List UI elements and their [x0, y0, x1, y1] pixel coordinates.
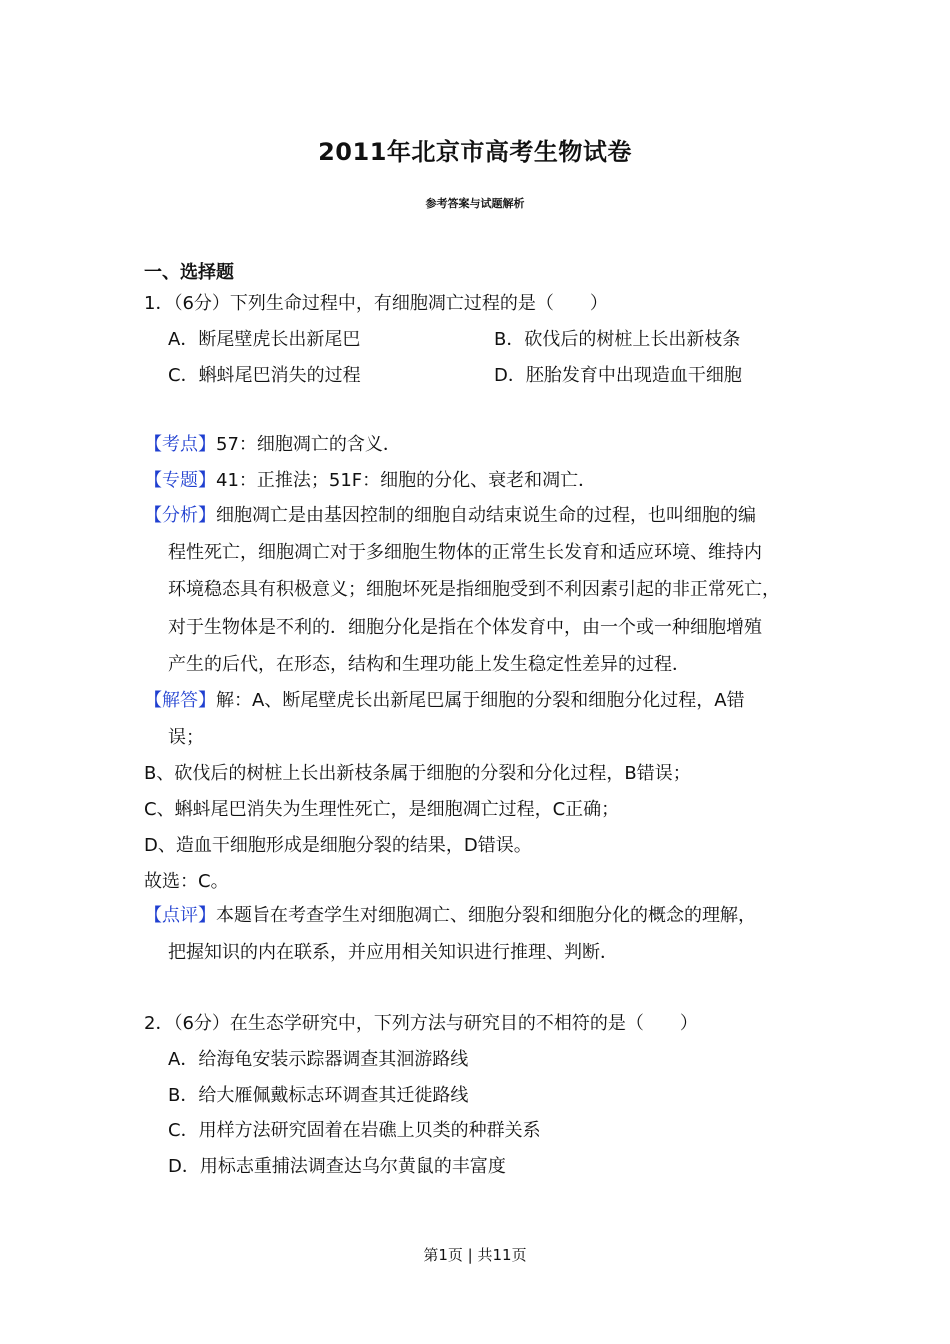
dianping-line: 把握知识的内在联系，并应用相关知识进行推理、判断． [168, 942, 618, 963]
question-1-stem: 1．（6分）下列生命过程中，有细胞凋亡过程的是（ ） [144, 293, 608, 314]
section-heading: 一、选择题 [144, 262, 234, 283]
kaodian-row [144, 433, 401, 457]
answer-line: C、蝌蚪尾巴消失为生理性死亡，是细胞凋亡过程，C正确； [144, 799, 620, 820]
zhuanti-text: 41：正推法；51F：细胞的分化、衰老和凋亡． [216, 470, 597, 491]
zhuanti-tag: 【专题】 [144, 470, 216, 491]
fenxi-tag: 【分析】 [144, 505, 216, 526]
dianping-line: 本题旨在考查学生对细胞凋亡、细胞分裂和细胞分化的概念的理解， [216, 905, 756, 926]
zhuanti-row [144, 469, 596, 493]
answer-line: D、造血干细胞形成是细胞分裂的结果，D错误。 [144, 835, 532, 856]
question-2-option-a: A．给海龟安装示踪器调查其洄游路线 [168, 1049, 469, 1070]
fenxi-line: 环境稳态具有积极意义；细胞坏死是指细胞受到不利因素引起的非正常死亡， [168, 579, 780, 600]
kaodian-tag: 【考点】 [144, 434, 216, 455]
answer-choice: 故选：C。 [144, 871, 229, 892]
jieda-line: 误； [168, 727, 204, 748]
question-1-option-b: B．砍伐后的树桩上长出新枝条 [494, 329, 741, 350]
fenxi-line: 产生的后代，在形态，结构和生理功能上发生稳定性差异的过程． [168, 654, 690, 675]
kaodian-text: 57：细胞凋亡的含义． [216, 434, 401, 455]
dianping-row [144, 904, 756, 928]
jieda-tag: 【解答】 [144, 690, 216, 711]
answer-line: B、砍伐后的树桩上长出新枝条属于细胞的分裂和分化过程，B错误； [144, 763, 691, 784]
fenxi-line: 细胞凋亡是由基因控制的细胞自动结束说生命的过程，也叫细胞的编 [216, 505, 756, 526]
question-1-option-c: C．蝌蚪尾巴消失的过程 [168, 365, 361, 386]
question-1-option-a: A．断尾壁虎长出新尾巴 [168, 329, 361, 350]
question-2-option-c: C．用样方法研究固着在岩礁上贝类的种群关系 [168, 1120, 541, 1141]
question-2-option-d: D．用标志重捕法调查达乌尔黄鼠的丰富度 [168, 1156, 506, 1177]
jieda-row [144, 689, 745, 713]
dianping-tag: 【点评】 [144, 905, 216, 926]
page-title: 2011年北京市高考生物试卷 [318, 138, 632, 166]
page-footer: 第1页 | 共11页 [423, 1246, 527, 1264]
fenxi-row [144, 504, 756, 528]
fenxi-line: 程性死亡，细胞凋亡对于多细胞生物体的正常生长发育和适应环境、维持内 [168, 542, 762, 563]
page-subtitle: 参考答案与试题解析 [425, 197, 525, 210]
fenxi-line: 对于生物体是不利的．细胞分化是指在个体发育中，由一个或一种细胞增殖 [168, 617, 762, 638]
question-2-stem: 2．（6分）在生态学研究中，下列方法与研究目的不相符的是（ ） [144, 1013, 698, 1034]
question-1-option-d: D．胚胎发育中出现造血干细胞 [494, 365, 742, 386]
jieda-line: 解：A、断尾壁虎长出新尾巴属于细胞的分裂和细胞分化过程，A错 [216, 690, 745, 711]
question-2-option-b: B．给大雁佩戴标志环调查其迁徙路线 [168, 1085, 469, 1106]
